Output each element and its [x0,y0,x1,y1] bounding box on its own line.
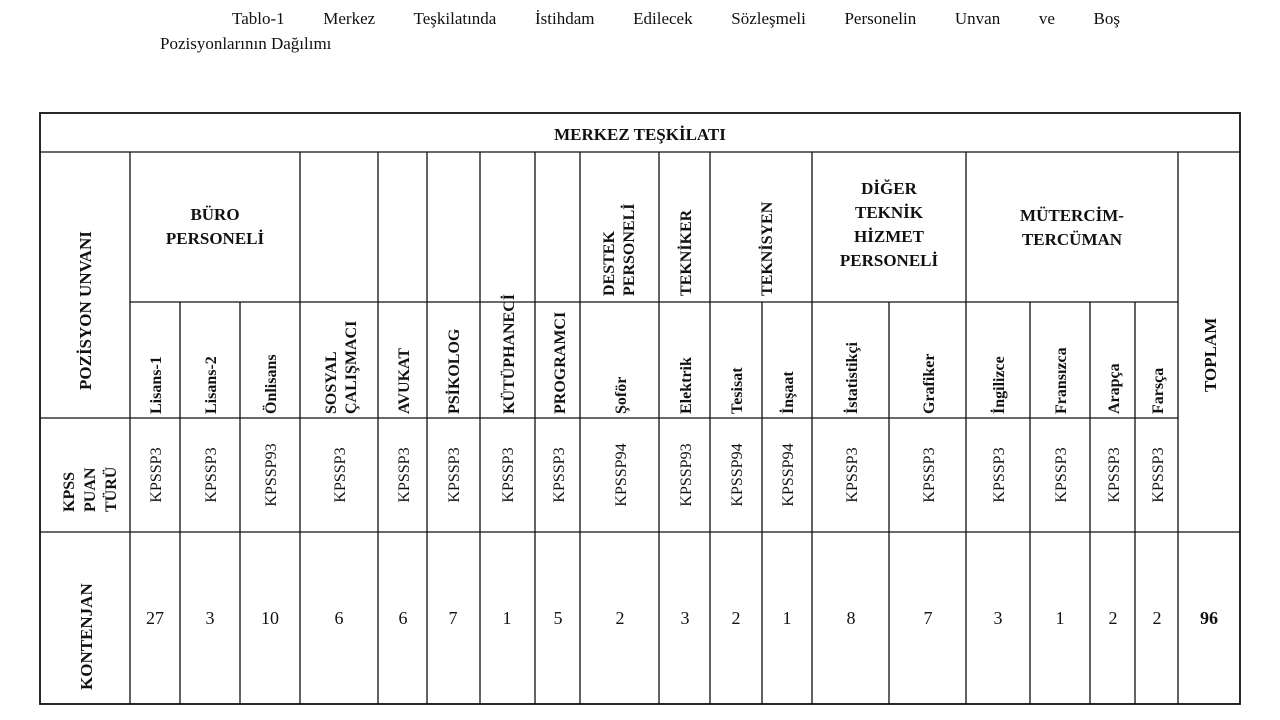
kpss-cell: KPSSP3 [1053,447,1070,503]
total-label: TOPLAM [1201,317,1220,392]
group-sosyal-line2: ÇALIŞMACI [343,320,360,414]
kpss-cell: KPSSP3 [991,447,1008,503]
sub-header: İnşaat [780,371,797,414]
group-sosyal-line1: SOSYAL [323,351,340,414]
quota-cell: 7 [923,608,933,628]
sub-header: Tesisat [729,367,746,414]
quota-cell: 1 [782,608,792,628]
sub-header: İngilizce [991,356,1008,414]
kpss-cell: KPSSP3 [844,447,861,503]
quota-row [146,608,1162,628]
kpss-cell: KPSSP94 [613,443,630,507]
quota-cell: 2 [615,608,625,628]
kpss-cell: KPSSP3 [921,447,938,503]
quota-cell: 10 [261,608,279,628]
group-diger-line4: PERSONELİ [839,251,939,270]
group-avukat: AVUKAT [396,347,413,414]
group-mutercim-line1: MÜTERCİM- [1020,206,1124,225]
kpss-cell: KPSSP94 [729,443,746,507]
kpss-label-line3: TÜRÜ [103,466,120,512]
group-kutuphaneci: KÜTÜPHANECİ [501,293,518,414]
sub-header: Şoför [613,376,630,414]
kpss-cell: KPSSP3 [551,447,568,503]
quota-cell: 1 [502,608,512,628]
sub-header: Lisans-2 [203,356,220,414]
group-diger-line1: DİĞER [861,179,917,198]
kpss-cell: KPSSP3 [1150,447,1167,503]
quota-cell: 3 [680,608,690,628]
quota-cell: 6 [334,608,344,628]
kpss-row [148,443,1167,506]
quota-cell: 27 [146,608,164,628]
group-buro-line1: BÜRO [190,205,240,224]
quota-cell: 6 [398,608,408,628]
group-teknisyen: TEKNİSYEN [759,201,776,296]
group-diger-line3: HİZMET [854,227,924,246]
kpss-label-line1: KPSS [61,471,78,512]
quota-cell: 7 [448,608,458,628]
table-title: MERKEZ TEŞKİLATI [554,125,726,144]
sub-header: Elektrik [678,357,695,414]
group-psikolog: PSİKOLOG [446,328,463,414]
sub-header: Önlisans [263,354,280,414]
group-buro-line2: PERSONELİ [165,229,265,248]
quota-label: KONTENJAN [77,583,96,690]
quota-cell: 2 [1152,608,1162,628]
caption-line-1: Tablo-1 Merkez Teşkilatında İstihdam Edilecek Sözleşmeli Personelin Unvan ve Boş [232,9,1120,28]
kpss-cell: KPSSP3 [148,447,165,503]
quota-cell: 3 [993,608,1003,628]
group-tekniker: TEKNİKER [678,209,695,296]
kpss-cell: KPSSP94 [780,443,797,507]
quota-cell: 3 [205,608,215,628]
kpss-cell: KPSSP3 [332,447,349,503]
quota-cell: 2 [731,608,741,628]
group-destek-line2: PERSONELİ [621,203,638,296]
kpss-cell: KPSSP93 [678,443,695,507]
group-mutercim-line2: TERCÜMAN [1021,230,1123,249]
sub-header: Arapça [1106,363,1123,414]
kpss-cell: KPSSP3 [396,447,413,503]
sub-header: İstatistikçi [844,342,861,414]
group-programci: PROGRAMCI [552,311,569,414]
kpss-cell: KPSSP3 [1106,447,1123,503]
total-value: 96 [1200,608,1218,628]
caption-line-2: Pozisyonlarının Dağılımı [160,34,332,53]
quota-cell: 1 [1055,608,1065,628]
group-destek-line1: DESTEK [601,231,618,296]
sub-header: Lisans-1 [148,356,165,414]
quota-cell: 8 [846,608,856,628]
sub-header: Grafiker [921,353,938,414]
sub-header: Farsça [1150,367,1167,414]
group-diger-line2: TEKNİK [854,203,924,222]
position-title-label: POZİSYON UNVANI [76,231,95,390]
quota-cell: 5 [553,608,563,628]
sub-header: Fransızca [1053,347,1070,414]
kpss-cell: KPSSP3 [500,447,517,503]
kpss-cell: KPSSP93 [263,443,280,507]
kpss-cell: KPSSP3 [203,447,220,503]
kpss-label-line2: PUAN [82,467,99,512]
quota-cell: 2 [1108,608,1118,628]
sub-header-row [148,341,1167,414]
kpss-cell: KPSSP3 [446,447,463,503]
